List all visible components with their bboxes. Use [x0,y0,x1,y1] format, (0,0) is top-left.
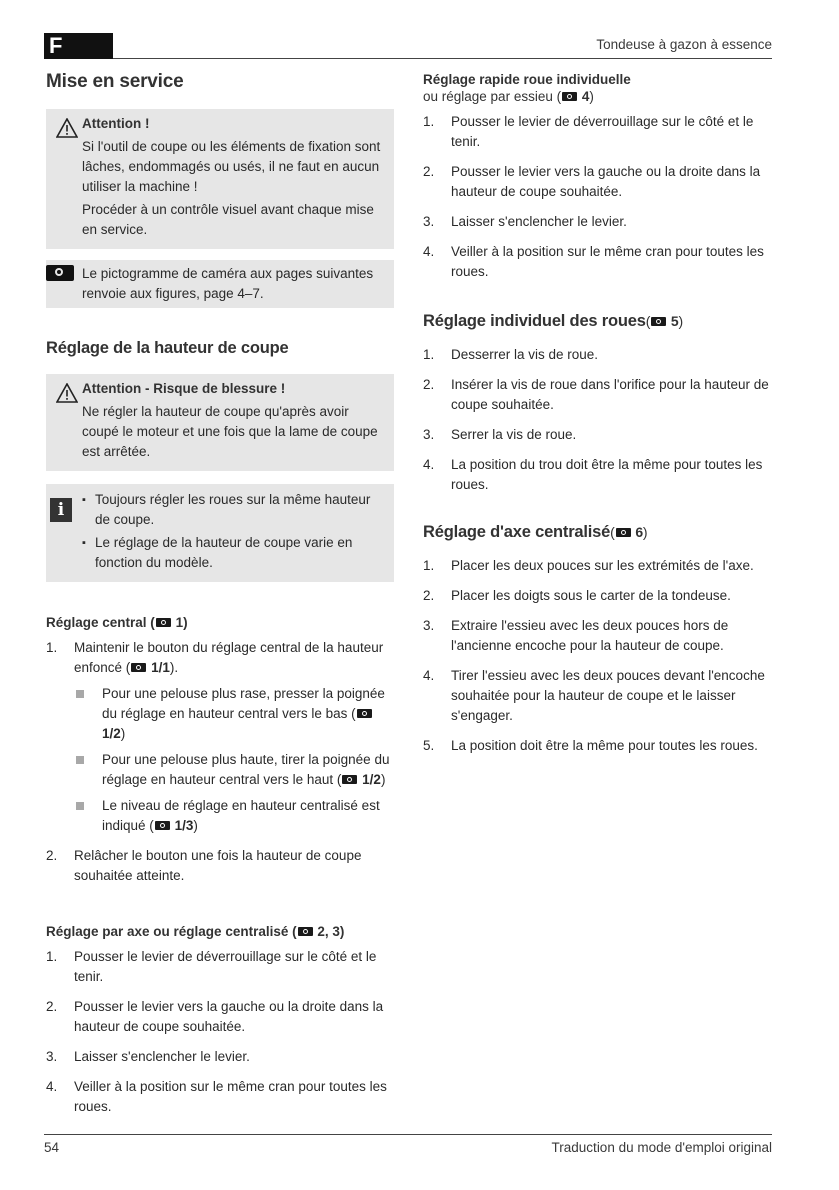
centralized-steps [423,556,773,756]
central-steps [46,638,394,886]
subsection-title-central: Réglage central ( 1) [46,615,188,630]
info-bullet: ▪ Le réglage de la hauteur de coupe varie en fonction du modèle. [82,533,386,573]
list-item: 1. Desserrer la vis de roue. [423,347,599,362]
attention-title: Attention - Risque de blessure ! [82,381,286,396]
document-title: Tondeuse à gazon à essence [596,37,772,52]
section-title-individual-wheels: Réglage individuel des roues( 5) [423,312,683,330]
subsection-title-axle: Réglage par axe ou réglage centralisé ( 2, 3) [46,924,345,939]
list-item: Pour une pelouse plus haute, tirer la poignée du réglage en hauteur central vers le haut ( 1/2) [74,750,394,790]
footer-text: Traduction du mode d'emploi original [551,1140,772,1155]
camera-icon [46,265,74,281]
camera-icon [131,663,146,672]
camera-icon [616,528,631,537]
info-icon: i [50,498,72,522]
left-column [46,68,394,1127]
footer-rule [44,1134,772,1135]
list-item: 1. Maintenir le bouton du réglage central de la hauteur enfoncé ( 1/1). Pour une pelouse plus rase, presser la poignée du réglage en hauteur central vers le bas ( 1/2) Pour une pelouse plus haute, tirer la poignée du réglage en hauteur central vers le haut ( 1/2) Le niveau de réglage en hauteur centralisé est indiqué ( 1/3) [46,638,394,836]
attention-text: Procéder à un contrôle visuel avant chaque mise en service. [82,202,374,237]
attention-injury-box [46,374,394,471]
list-item: 1. Placer les deux pouces sur les extrémités de l'axe. [423,558,754,573]
axle-steps [46,947,394,1117]
section-title-cutting-height: Réglage de la hauteur de coupe [46,339,289,357]
attention-text: Si l'outil de coupe ou les éléments de fixation sont lâches, endommagés ou usés, il ne faut en aucun utiliser la machine ! [82,139,381,194]
camera-icon [562,92,577,101]
list-item: 2. Relâcher le bouton une fois la hauteur de coupe souhaitée atteinte. [46,848,362,883]
camera-icon [155,821,170,830]
info-bullet: ▪ Toujours régler les roues sur la même hauteur de coupe. [82,490,386,530]
list-item: 4. La position du trou doit être la même pour toutes les roues. [423,457,763,492]
list-item: 4. Veiller à la position sur le même cran pour toutes les roues. [423,244,764,279]
section-title-commissioning: Mise en service [46,71,184,92]
camera-icon [357,709,372,718]
list-item: 3. Extraire l'essieu avec les deux pouces hors de l'ancienne encoche pour la hauteur de coupe. [423,618,729,653]
list-item: Pour une pelouse plus rase, presser la poignée du réglage en hauteur central vers le bas ( 1/2) [74,684,394,744]
camera-note-text: Le pictogramme de caméra aux pages suivantes renvoie aux figures, page 4–7. [82,266,374,301]
list-item: 2. Placer les doigts sous le carter de la tondeuse. [423,588,731,603]
camera-note-box [46,260,394,308]
list-item: 4. Veiller à la position sur le même cran pour toutes les roues. [46,1079,387,1114]
warning-icon [56,383,78,403]
list-item: 4. Tirer l'essieu avec les deux pouces devant l'encoche souhaitée pour la hauteur de coupe et le laisser s'engager. [423,668,765,723]
page-number: 54 [44,1140,60,1155]
header-rule [113,58,772,59]
list-item: 3. Laisser s'enclencher le levier. [46,1049,250,1064]
list-item: 2. Pousser le levier vers la gauche ou la droite dans la hauteur de coupe souhaitée. [423,164,761,199]
subsection-title-quick-wheel: Réglage rapide roue individuelle [423,72,631,87]
list-item: 2. Insérer la vis de roue dans l'orifice pour la hauteur de coupe souhaitée. [423,377,769,412]
individual-steps [423,345,773,495]
attention-text: Ne régler la hauteur de coupe qu'après avoir coupé le moteur et une fois que la lame de coupe est arrêtée. [82,404,378,459]
language-badge [44,33,113,59]
section-title-centralized-axle: Réglage d'axe centralisé( 6) [423,523,648,541]
list-item: 3. Laisser s'enclencher le levier. [423,214,627,229]
attention-title: Attention ! [82,116,150,131]
list-item: 1. Pousser le levier de déverrouillage sur le côté et le tenir. [46,949,377,984]
subsection-subtitle: ou réglage par essieu ( 4) [423,89,594,104]
list-item: 5. La position doit être la même pour toutes les roues. [423,738,758,753]
info-box [46,484,394,582]
central-sub-bullets [74,684,394,836]
warning-icon [56,118,78,138]
camera-icon [651,317,666,326]
attention-box [46,109,394,249]
list-item: Le niveau de réglage en hauteur centralisé est indiqué ( 1/3) [74,796,394,836]
list-item: 3. Serrer la vis de roue. [423,427,577,442]
language-badge-label: F [49,33,63,58]
camera-icon [156,618,171,627]
camera-icon [342,775,357,784]
camera-icon [298,927,313,936]
right-column [423,68,773,766]
quick-steps [423,112,773,282]
list-item: 2. Pousser le levier vers la gauche ou la droite dans la hauteur de coupe souhaitée. [46,999,384,1034]
list-item: 1. Pousser le levier de déverrouillage sur le côté et le tenir. [423,114,754,149]
